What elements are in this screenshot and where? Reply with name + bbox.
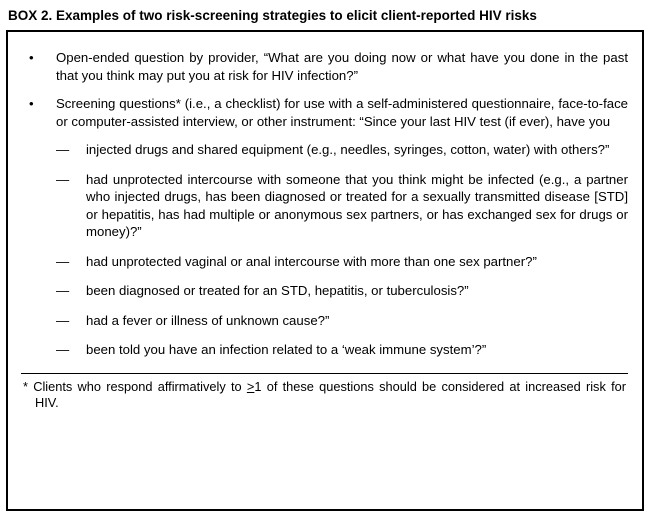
bullet-marker: • <box>29 50 34 65</box>
footnote <box>23 379 626 412</box>
list-item-open-ended-question <box>29 49 628 84</box>
sub-list-item-text: been told you have an infection related to a ‘weak immune system’?” <box>86 342 487 357</box>
dash-marker: — <box>56 142 70 157</box>
sub-list-item-injected-drugs <box>56 141 628 159</box>
dash-marker: — <box>56 312 70 328</box>
sub-list-item-weak-immune-system <box>56 341 628 359</box>
sub-list-item-text: had a fever or illness of unknown cause?” <box>86 312 330 328</box>
sub-list-item-unprotected-intercourse-infected <box>56 171 628 241</box>
greater-equal-symbol: > <box>246 378 255 394</box>
list-item-text: Open-ended question by provider, “What are you doing now or what have you done in the past that you think may put you at risk for HIV infection?” <box>56 50 628 83</box>
bullet-marker: • <box>29 96 34 111</box>
sub-list-item-text: had unprotected vaginal or anal intercourse with more than one sex partner?” <box>86 253 537 269</box>
box-title: BOX 2. Examples of two risk-screening strategies to elicit client-reported HIV risks <box>8 8 537 23</box>
sub-list-item-multiple-partners <box>56 253 628 271</box>
footnote-text-post: 1 of these questions should be considered at increased risk for HIV. <box>35 378 626 410</box>
list-item-screening-questions <box>29 95 628 130</box>
list-item-text: Screening questions* (i.e., a checklist) for use with a self-administered questionnaire, face-to-face or computer-assisted interview, or other instrument: “Since your last HIV test (if ever), have you <box>56 96 628 129</box>
footnote-marker: * <box>23 378 28 394</box>
sub-list-item-text: had unprotected intercourse with someone that you think might be infected (e.g., a partner who injected drugs, has been diagnosed or treated for a sexually transmitted disease [STD] or hepatitis, has had multiple or anonymous sex partners, or has exchanged sex for drugs or money)?” <box>86 171 628 239</box>
footnote-section <box>21 373 628 412</box>
dash-marker: — <box>56 342 70 357</box>
sub-list-item-fever-illness <box>56 312 628 330</box>
sub-list-item-text: injected drugs and shared equipment (e.g., needles, syringes, cotton, water) with others?” <box>86 142 610 157</box>
risk-screening-box <box>6 30 644 511</box>
sub-list-item-text: been diagnosed or treated for an STD, hepatitis, or tuberculosis?” <box>86 283 469 298</box>
sub-list-item-std-diagnosis <box>56 282 628 300</box>
dash-marker: — <box>56 171 70 187</box>
dash-marker: — <box>56 283 70 298</box>
dash-marker: — <box>56 253 70 269</box>
footnote-text-pre: Clients who respond affirmatively to <box>27 378 247 394</box>
